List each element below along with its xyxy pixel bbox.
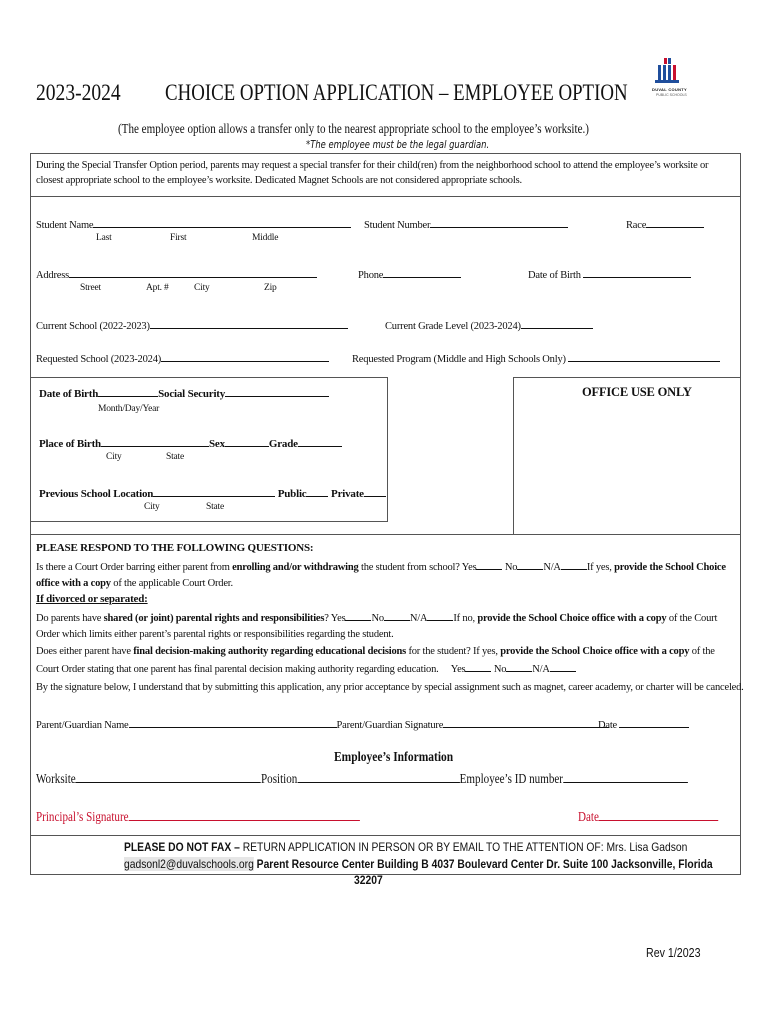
address-city-hint: City: [194, 283, 210, 293]
current-school-field[interactable]: [150, 317, 348, 329]
q2-if-no: If no,: [453, 613, 478, 624]
address-label: Address: [36, 270, 70, 281]
schoolhouse-icon: [655, 58, 681, 84]
current-grade-field[interactable]: [521, 317, 593, 329]
ssn-label: Social Security: [158, 388, 226, 400]
sex-field[interactable]: [225, 435, 269, 447]
prev-city-hint: City: [144, 502, 160, 512]
detail-dob-row: [39, 385, 329, 400]
principal-date-field[interactable]: [599, 807, 719, 821]
name-last-hint: Last: [96, 233, 112, 243]
race-field[interactable]: [646, 216, 704, 228]
address-street-hint: Street: [80, 283, 101, 293]
name-first-hint: First: [170, 233, 187, 243]
q2-na-field[interactable]: [427, 609, 453, 621]
footer-line-2: [124, 857, 713, 871]
no-fax-notice: PLEASE DO NOT FAX –: [124, 840, 240, 854]
q2-text: Do parents have: [36, 613, 104, 624]
guardian-note: *The employee must be the legal guardian.: [306, 139, 490, 151]
detail-dob-label: Date of Birth: [39, 388, 99, 400]
dob-format-hint: Month/Day/Year: [98, 404, 160, 414]
principal-date-label: Date: [578, 809, 599, 824]
district-logo: [652, 58, 692, 106]
sex-label: Sex: [208, 438, 225, 450]
dob-label: Date of Birth: [528, 270, 581, 281]
q2-no-field[interactable]: [384, 609, 410, 621]
q1-text: Is there a Court Order barring either parent from: [36, 562, 233, 573]
employee-info-heading: Employee’s Information: [334, 750, 454, 765]
footer-divider: [30, 835, 741, 836]
student-number-label: Student Number: [364, 220, 431, 231]
intro-text: During the Special Transfer Option period, parents may request a special transfer for their child(ren) from the neighborhood school to attend the employee’s worksite or closest appropriate school to the employee’s worksite. Dedicated Magnet Schools are not considered appropriate schools.: [36, 160, 709, 186]
dob-field[interactable]: [583, 266, 691, 278]
requested-program-field[interactable]: [568, 350, 720, 362]
private-label: Private: [331, 488, 364, 500]
dob-row: [528, 266, 691, 281]
requested-school-label: Requested School (2023-2024): [36, 354, 162, 365]
q2-provide-copy: provide the School Choice office with a copy: [477, 613, 667, 624]
student-name-row: [36, 216, 351, 231]
guardian-date-field[interactable]: [619, 716, 689, 728]
current-grade-label: Current Grade Level (2023-2024): [385, 321, 521, 332]
requested-program-label: Requested Program (Middle and High Schools Only): [352, 354, 566, 365]
return-instructions: RETURN APPLICATION IN PERSON OR BY EMAIL TO THE ATTENTION OF: Mrs. Lisa Gadson: [239, 840, 688, 854]
race-label: Race: [626, 220, 647, 231]
pob-label: Place of Birth: [39, 438, 101, 450]
private-field[interactable]: [364, 485, 386, 497]
revision-label: Rev 1/2023: [646, 945, 701, 960]
q3-emphasis: final decision-making authority regarding educational decisions: [133, 646, 407, 657]
prev-school-label: Previous School Location: [39, 488, 154, 500]
race-row: [626, 216, 704, 231]
address-row: [36, 266, 317, 281]
public-field[interactable]: [306, 485, 328, 497]
acknowledgement-text: By the signature below, I understand that by submitting this application, any prior acceptance by special assignment such as magnet, career academy, or charter will be canceled.: [36, 682, 744, 693]
phone-field[interactable]: [383, 266, 461, 278]
q2-na-label: N/A: [409, 613, 428, 624]
logo-line-1: DUVAL COUNTY: [652, 87, 688, 92]
phone-row: [358, 266, 461, 281]
q3-if-yes: for the student? If yes,: [406, 646, 501, 657]
student-name-field[interactable]: [93, 216, 351, 228]
public-label: Public: [277, 488, 307, 500]
q3-na-label: N/A: [532, 664, 550, 675]
principal-sig-label: Principal’s Signature: [36, 809, 129, 824]
grade-label: Grade: [268, 438, 298, 450]
q1-court-order: of the applicable Court Order.: [110, 577, 233, 589]
q1-yes-field[interactable]: [476, 558, 502, 570]
position-label: Position: [261, 771, 298, 786]
question-3: [36, 644, 738, 678]
q3-yes-field[interactable]: [465, 660, 491, 672]
worksite-label: Worksite: [36, 771, 76, 786]
questions-heading: PLEASE RESPOND TO THE FOLLOWING QUESTIONS:: [36, 542, 314, 554]
form-year: 2023-2024: [36, 80, 121, 105]
form-subtitle: (The employee option allows a transfer only to the nearest appropriate school to the employee’s worksite.): [118, 121, 589, 136]
student-name-label: Student Name: [36, 220, 94, 231]
form-title: CHOICE OPTION APPLICATION – EMPLOYEE OPTION: [165, 80, 628, 105]
q1-if-yes: If yes,: [586, 562, 615, 573]
position-field[interactable]: [297, 769, 459, 783]
guardian-name-field[interactable]: [129, 716, 337, 728]
name-middle-hint: Middle: [252, 233, 279, 243]
section-divider: [30, 534, 741, 535]
guardian-sig-label: Parent/Guardian Signature: [336, 720, 444, 731]
q3-court-order: of the Court Order stating that one parent has final parental decision making authority regarding education.: [36, 646, 715, 675]
requested-school-field[interactable]: [161, 350, 329, 362]
prev-school-row: [39, 485, 386, 500]
center-address: Parent Resource Center Building B 4037 Boulevard Center Dr. Suite 100 Jacksonville, Florida: [253, 857, 713, 871]
principal-date-row: [578, 807, 719, 825]
ssn-field[interactable]: [225, 385, 329, 397]
employee-id-field[interactable]: [563, 769, 688, 783]
guardian-name-label: Parent/Guardian Name: [36, 720, 129, 731]
guardian-date-row: [598, 716, 689, 731]
pob-field[interactable]: [101, 435, 209, 447]
address-field[interactable]: [69, 266, 317, 278]
q2-court-order: of the Court Order which limits either parent’s parental rights or responsibilities regarding the student.: [36, 613, 718, 640]
employee-row: [36, 769, 688, 787]
office-use-label: OFFICE USE ONLY: [582, 385, 692, 399]
address-apt-hint: Apt. #: [146, 283, 169, 293]
requested-program-row: [352, 350, 720, 365]
pob-city-hint: City: [106, 452, 122, 462]
q3-text: Does either parent have: [36, 646, 134, 657]
worksite-field[interactable]: [76, 769, 261, 783]
q1-provide-copy: provide the School Choice office with a copy: [36, 562, 726, 589]
question-1: [36, 558, 738, 591]
employee-id-label: Employee’s ID number: [459, 771, 563, 786]
guardian-sig-field[interactable]: [443, 716, 609, 728]
q1-no-label: No: [504, 562, 518, 573]
address-zip-hint: Zip: [264, 283, 277, 293]
current-school-row: [36, 317, 348, 332]
divider: [30, 196, 741, 197]
grade-field[interactable]: [298, 435, 342, 447]
q1-emphasis: enrolling and/or withdrawing: [232, 562, 359, 573]
question-2: [36, 609, 738, 642]
q1-na-field[interactable]: [561, 558, 587, 570]
q1-yes-label: the student from school? Yes: [358, 562, 477, 573]
guardian-date-label: Date: [598, 720, 618, 731]
office-use-box: [513, 377, 741, 535]
q2-yes-label: ? Yes: [324, 613, 346, 624]
prev-school-field[interactable]: [153, 485, 275, 497]
q3-no-field[interactable]: [506, 660, 532, 672]
pob-state-hint: State: [166, 452, 184, 462]
current-school-label: Current School (2022-2023): [36, 321, 150, 332]
q1-no-field[interactable]: [517, 558, 543, 570]
student-number-row: [364, 216, 568, 231]
current-grade-row: [385, 317, 593, 332]
principal-row: [36, 807, 360, 825]
guardian-row: [36, 716, 609, 731]
prev-state-hint: State: [206, 502, 224, 512]
q3-na-field[interactable]: [550, 660, 576, 672]
contact-email-link[interactable]: gadsonl2@duvalschools.org: [124, 857, 254, 871]
principal-sig-field[interactable]: [129, 807, 360, 821]
q1-na-label: N/A: [543, 562, 561, 573]
phone-label: Phone: [358, 270, 384, 281]
requested-school-row: [36, 350, 329, 365]
q2-no-label: No: [371, 613, 384, 624]
detail-dob-field[interactable]: [98, 385, 158, 397]
center-zip: 32207: [354, 873, 383, 887]
q3-yes-label: Yes: [450, 664, 466, 675]
pob-row: [39, 435, 342, 450]
q2-emphasis: shared (or joint) parental rights and responsibilities: [103, 613, 325, 624]
q3-provide-copy: provide the School Choice office with a copy: [500, 646, 690, 657]
q3-no-label: No: [493, 664, 507, 675]
divorced-heading: If divorced or separated:: [36, 593, 148, 605]
q2-yes-field[interactable]: [345, 609, 371, 621]
student-number-field[interactable]: [430, 216, 568, 228]
logo-line-2: PUBLIC SCHOOLS: [656, 93, 687, 97]
footer-line-1: [124, 840, 687, 854]
